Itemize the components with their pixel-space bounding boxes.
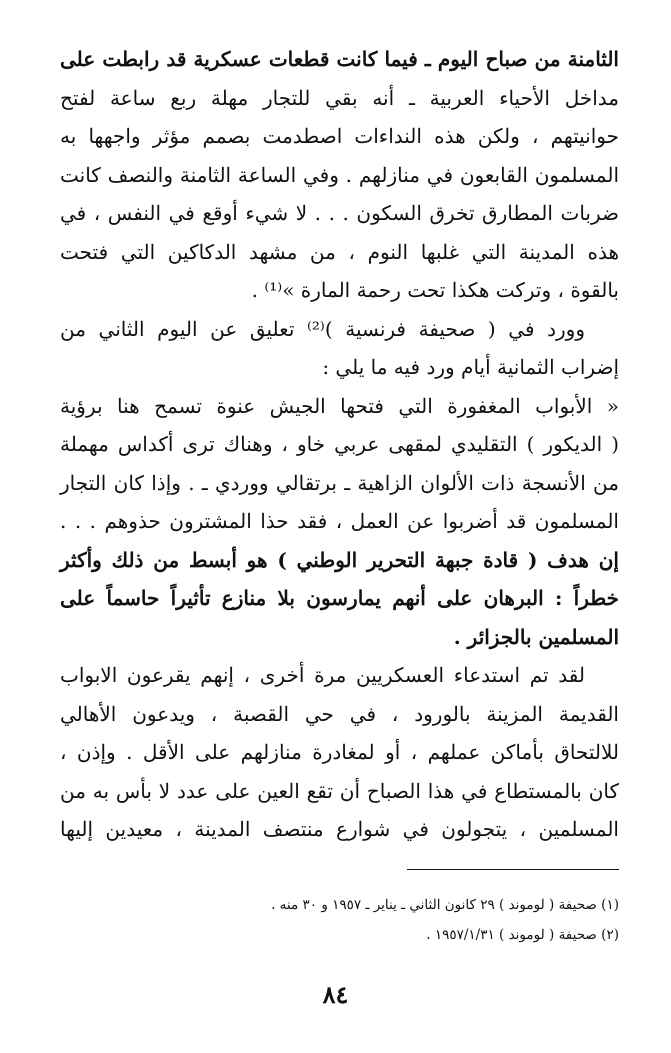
text-line: المسلمين بالجزائر . <box>453 624 619 649</box>
footnote: (٢) صحيفة ( لوموند ) ١٩٥٧/١/٣١ . <box>426 927 619 943</box>
text-line: المسلمون قد أضربوا عن العمل ، فقد حذا المشترون حذوهم . . . <box>60 509 619 533</box>
text-line: من الأنسجة ذات الألوان الزاهية ـ برتقالي ووردي ـ . وإذا كان التجار <box>60 470 619 495</box>
text-line: إضراب الثمانية أيام ورد فيه ما يلي : <box>322 355 619 379</box>
text-line: ( الديكور ) التقليدي لمقهى عربي خاو ، وهناك ترى أكداس مهملة <box>60 432 619 456</box>
text-line: المسلمون القابعون في منازلهم . وفي الساعة الثامنة والنصف كانت <box>60 162 619 187</box>
text-line: « الأبواب المغفورة التي فتحها الجيش عنوة تسمح هنا برؤية <box>60 393 619 418</box>
text-line: بالقوة ، وتركت هكذا تحت رحمة المارة »⁽¹⁾ . <box>251 278 619 302</box>
text-line: للالتحاق بأماكن عملهم ، أو لمغادرة منازلهم على الأقل . وإذن ، <box>60 740 619 764</box>
footnotes <box>60 890 619 950</box>
text-line: المسلمين ، يتجولون في شوارع منتصف المدينة ، معيدين إليها <box>60 817 619 841</box>
text-line: الثامنة من صباح اليوم ـ فيما كانت قطعات عسكرية قد رابطت على <box>60 47 619 71</box>
footnote-divider <box>407 869 619 870</box>
text-line: القديمة المزينة بالورود ، في حي القصبة ، ويدعون الأهالي <box>60 701 619 726</box>
text-line: ضربات المطارق تخرق السكون . . . لا شيء أوقع في النفس ، في <box>60 201 619 225</box>
text-line: لقد تم استدعاء العسكريين مرة أخرى ، إنهم يقرعون الابواب <box>60 663 585 687</box>
body-text <box>60 40 619 849</box>
text-line: خطراً : البرهان على أنهم يمارسون بلا منازع تأثيراً حاسماً على <box>60 586 619 610</box>
text-line: وورد في ( صحيفة فرنسية )⁽²⁾ تعليق عن اليوم الثاني من <box>60 316 585 341</box>
text-line: مداخل الأحياء العربية ـ أنه بقي للتجار مهلة ربع ساعة لفتح <box>60 85 619 110</box>
page-number: ٨٤ <box>322 980 349 1009</box>
text-line: هذه المدينة التي غلبها النوم ، من مشهد الدكاكين التي فتحت <box>60 239 619 264</box>
text-line: كان بالمستطاع في هذا الصباح أن تقع العين على عدد لا بأس به من <box>60 778 619 803</box>
text-line: حوانيتهم ، ولكن هذه النداءات اصطدمت بصمم مؤثر واجهها به <box>60 124 619 148</box>
text-line: إن هدف ( قادة جبهة التحرير الوطني ) هو أبسط من ذلك وأكثر <box>60 547 619 572</box>
footnote: (١) صحيفة ( لوموند ) ٢٩ كانون الثاني ـ يناير ـ ١٩٥٧ و ٣٠ منه . <box>271 897 619 913</box>
